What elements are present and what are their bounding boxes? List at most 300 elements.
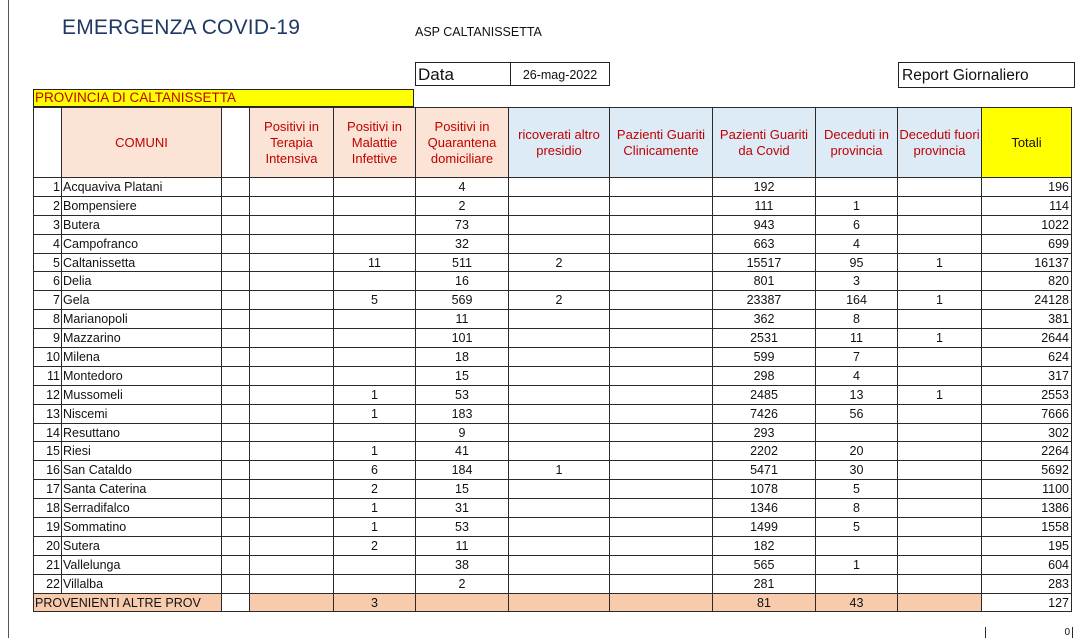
row-totale: 699 [982,234,1072,253]
row-deceduti: 3 [816,272,898,291]
row-fuori [898,499,982,518]
row-spacer [222,404,250,423]
row-clinicamente [610,253,713,272]
table-row [34,310,1072,329]
row-ricoverati [509,348,610,367]
row-terapia [250,480,334,499]
row-fuori [898,423,982,442]
row-comune: Mussomeli [62,385,222,404]
row-deceduti: 20 [816,442,898,461]
row-fuori [898,555,982,574]
row-terapia [250,366,334,385]
row-quarantena: 41 [416,442,509,461]
table-row [34,234,1072,253]
row-fuori [898,442,982,461]
row-index: 4 [34,234,62,253]
table-row [34,253,1072,272]
row-terapia [250,423,334,442]
row-guariti: 293 [713,423,816,442]
row-terapia [250,215,334,234]
row-guariti: 1499 [713,518,816,537]
row-fuori: 1 [898,291,982,310]
row-index: 17 [34,480,62,499]
row-malattie: 1 [334,442,416,461]
row-clinicamente [610,272,713,291]
row-malattie: 1 [334,385,416,404]
header-comuni: COMUNI [62,108,222,178]
row-spacer [222,423,250,442]
row-terapia [250,178,334,197]
row-comune: Riesi [62,442,222,461]
row-clinicamente [610,196,713,215]
province-banner: PROVINCIA DI CALTANISSETTA [33,89,414,107]
row-deceduti: 1 [816,196,898,215]
row-totale: 317 [982,366,1072,385]
row-clinicamente [610,215,713,234]
table-row [34,385,1072,404]
row-comune: Mazzarino [62,329,222,348]
row-terapia [250,310,334,329]
row-clinicamente [610,310,713,329]
row-deceduti: 1 [816,555,898,574]
header-row [34,108,1072,178]
row-totale: 1022 [982,215,1072,234]
row-ricoverati: 2 [509,291,610,310]
row-ricoverati [509,404,610,423]
row-comune: Vallelunga [62,555,222,574]
row-terapia [250,385,334,404]
row-comune: Niscemi [62,404,222,423]
row-quarantena: 31 [416,499,509,518]
footer-spacer [222,593,250,612]
table-body [34,108,1072,612]
row-fuori [898,536,982,555]
row-quarantena: 2 [416,574,509,593]
row-deceduti: 8 [816,499,898,518]
row-totale: 196 [982,178,1072,197]
row-malattie [334,574,416,593]
row-comune: Serradifalco [62,499,222,518]
row-fuori [898,461,982,480]
row-deceduti [816,423,898,442]
row-comune: Butera [62,215,222,234]
footer-ricoverati [509,593,610,612]
row-spacer [222,555,250,574]
row-deceduti: 164 [816,291,898,310]
row-guariti: 5471 [713,461,816,480]
row-clinicamente [610,555,713,574]
row-comune: Villalba [62,574,222,593]
row-index: 2 [34,196,62,215]
row-ricoverati [509,423,610,442]
table-row [34,480,1072,499]
row-fuori [898,404,982,423]
row-malattie: 6 [334,461,416,480]
table-row [34,461,1072,480]
row-totale: 195 [982,536,1072,555]
row-spacer [222,310,250,329]
row-deceduti: 11 [816,329,898,348]
row-totale: 2264 [982,442,1072,461]
row-index: 16 [34,461,62,480]
row-ricoverati [509,480,610,499]
row-fuori [898,272,982,291]
table-row [34,348,1072,367]
row-quarantena: 15 [416,366,509,385]
row-malattie: 1 [334,499,416,518]
row-guariti: 7426 [713,404,816,423]
table-row [34,574,1072,593]
row-spacer [222,536,250,555]
row-clinicamente [610,366,713,385]
row-clinicamente [610,574,713,593]
row-clinicamente [610,536,713,555]
row-guariti: 182 [713,536,816,555]
row-comune: Campofranco [62,234,222,253]
row-clinicamente [610,404,713,423]
tail-value: 0 [985,627,1073,638]
row-ricoverati [509,310,610,329]
row-deceduti: 5 [816,518,898,537]
row-fuori [898,234,982,253]
row-deceduti: 13 [816,385,898,404]
left-frame-line [8,0,9,638]
table-row [34,196,1072,215]
row-fuori [898,348,982,367]
row-index: 14 [34,423,62,442]
row-terapia [250,461,334,480]
row-guariti: 663 [713,234,816,253]
row-totale: 820 [982,272,1072,291]
row-spacer [222,348,250,367]
row-comune: Santa Caterina [62,480,222,499]
row-deceduti [816,536,898,555]
row-fuori [898,178,982,197]
row-quarantena: 15 [416,480,509,499]
asp-label: ASP CALTANISSETTA [415,25,542,39]
row-clinicamente [610,178,713,197]
row-index: 12 [34,385,62,404]
row-deceduti: 7 [816,348,898,367]
row-quarantena: 18 [416,348,509,367]
row-deceduti: 4 [816,366,898,385]
covid-table [33,107,1072,612]
row-ricoverati [509,366,610,385]
row-spacer [222,499,250,518]
row-index: 21 [34,555,62,574]
row-malattie: 2 [334,480,416,499]
row-malattie [334,196,416,215]
row-index: 1 [34,178,62,197]
footer-label: PROVENIENTI ALTRE PROV [34,593,222,612]
row-comune: Sutera [62,536,222,555]
row-quarantena: 511 [416,253,509,272]
row-fuori [898,480,982,499]
row-spacer [222,385,250,404]
row-deceduti: 30 [816,461,898,480]
row-index: 20 [34,536,62,555]
row-terapia [250,555,334,574]
row-spacer [222,215,250,234]
date-label: Data [415,62,510,86]
row-index: 6 [34,272,62,291]
row-index: 19 [34,518,62,537]
row-malattie [334,272,416,291]
row-index: 9 [34,329,62,348]
row-clinicamente [610,461,713,480]
row-deceduti: 8 [816,310,898,329]
row-totale: 624 [982,348,1072,367]
row-totale: 283 [982,574,1072,593]
row-index: 3 [34,215,62,234]
row-guariti: 192 [713,178,816,197]
row-malattie [334,366,416,385]
header-totali: Totali [982,108,1072,178]
row-totale: 16137 [982,253,1072,272]
table-row [34,404,1072,423]
row-malattie: 2 [334,536,416,555]
row-terapia [250,442,334,461]
row-fuori [898,366,982,385]
row-malattie [334,310,416,329]
row-spacer [222,366,250,385]
row-malattie: 11 [334,253,416,272]
row-guariti: 2202 [713,442,816,461]
row-fuori [898,574,982,593]
row-comune: Acquaviva Platani [62,178,222,197]
row-fuori [898,196,982,215]
row-index: 22 [34,574,62,593]
footer-guariti: 81 [713,593,816,612]
row-quarantena: 183 [416,404,509,423]
row-index: 7 [34,291,62,310]
row-ricoverati [509,518,610,537]
row-deceduti [816,574,898,593]
row-quarantena: 53 [416,518,509,537]
row-ricoverati [509,574,610,593]
table-row [34,291,1072,310]
row-totale: 5692 [982,461,1072,480]
row-spacer [222,234,250,253]
row-spacer [222,178,250,197]
row-ricoverati [509,178,610,197]
row-ricoverati [509,442,610,461]
header-spacer [222,108,250,178]
header-index-cell [34,108,62,178]
row-comune: Marianopoli [62,310,222,329]
row-spacer [222,329,250,348]
row-totale: 2644 [982,329,1072,348]
row-quarantena: 11 [416,310,509,329]
table-row [34,499,1072,518]
row-guariti: 1346 [713,499,816,518]
row-terapia [250,404,334,423]
row-terapia [250,329,334,348]
row-spacer [222,461,250,480]
footer-row [34,593,1072,612]
row-guariti: 15517 [713,253,816,272]
row-totale: 604 [982,555,1072,574]
row-clinicamente [610,348,713,367]
row-index: 18 [34,499,62,518]
table-row [34,423,1072,442]
row-spacer [222,442,250,461]
row-malattie [334,348,416,367]
row-quarantena: 11 [416,536,509,555]
row-clinicamente [610,234,713,253]
row-index: 10 [34,348,62,367]
row-malattie: 1 [334,518,416,537]
row-guariti: 2485 [713,385,816,404]
row-deceduti: 6 [816,215,898,234]
row-quarantena: 569 [416,291,509,310]
row-guariti: 281 [713,574,816,593]
row-ricoverati [509,272,610,291]
header-clinicamente: Pazienti Guariti Clinicamente [610,108,713,178]
table-row [34,555,1072,574]
row-deceduti: 4 [816,234,898,253]
report-label: Report Giornaliero [898,62,1075,88]
footer-terapia [250,593,334,612]
row-guariti: 23387 [713,291,816,310]
row-totale: 1558 [982,518,1072,537]
row-comune: Caltanissetta [62,253,222,272]
row-guariti: 599 [713,348,816,367]
table-row [34,329,1072,348]
row-comune: Milena [62,348,222,367]
header-malattie: Positivi in Malattie Infettive [334,108,416,178]
row-clinicamente [610,385,713,404]
row-deceduti [816,178,898,197]
row-quarantena: 2 [416,196,509,215]
footer-malattie: 3 [334,593,416,612]
table-row [34,272,1072,291]
row-clinicamente [610,518,713,537]
row-clinicamente [610,442,713,461]
row-malattie [334,234,416,253]
row-ricoverati [509,196,610,215]
row-comune: San Cataldo [62,461,222,480]
row-malattie: 1 [334,404,416,423]
row-quarantena: 4 [416,178,509,197]
header-ricoverati: ricoverati altro presidio [509,108,610,178]
row-comune: Delia [62,272,222,291]
row-totale: 7666 [982,404,1072,423]
row-malattie [334,329,416,348]
header-guariti: Pazienti Guariti da Covid [713,108,816,178]
row-comune: Montedoro [62,366,222,385]
row-totale: 2553 [982,385,1072,404]
row-spacer [222,272,250,291]
row-deceduti: 56 [816,404,898,423]
row-index: 5 [34,253,62,272]
row-guariti: 1078 [713,480,816,499]
footer-totale: 127 [982,593,1072,612]
footer-clinicamente [610,593,713,612]
row-guariti: 565 [713,555,816,574]
row-spacer [222,480,250,499]
header-quarantena: Positivi in Quarantena domiciliare [416,108,509,178]
row-ricoverati: 2 [509,253,610,272]
row-terapia [250,291,334,310]
table-row [34,442,1072,461]
row-fuori [898,310,982,329]
footer-quarantena [416,593,509,612]
row-fuori [898,215,982,234]
row-clinicamente [610,423,713,442]
row-quarantena: 73 [416,215,509,234]
row-spacer [222,574,250,593]
row-fuori: 1 [898,385,982,404]
row-comune: Resuttano [62,423,222,442]
page-title: EMERGENZA COVID-19 [62,16,301,39]
row-totale: 1386 [982,499,1072,518]
row-totale: 302 [982,423,1072,442]
header-terapia: Positivi in Terapia Intensiva [250,108,334,178]
row-ricoverati [509,329,610,348]
row-terapia [250,234,334,253]
row-index: 8 [34,310,62,329]
row-index: 13 [34,404,62,423]
table-row [34,366,1072,385]
row-quarantena: 9 [416,423,509,442]
row-ricoverati [509,499,610,518]
row-totale: 1100 [982,480,1072,499]
row-guariti: 801 [713,272,816,291]
row-ricoverati: 1 [509,461,610,480]
row-clinicamente [610,329,713,348]
footer-fuori [898,593,982,612]
row-spacer [222,196,250,215]
row-terapia [250,536,334,555]
row-quarantena: 32 [416,234,509,253]
row-quarantena: 53 [416,385,509,404]
row-clinicamente [610,499,713,518]
row-malattie [334,215,416,234]
row-quarantena: 38 [416,555,509,574]
row-ricoverati [509,215,610,234]
row-guariti: 2531 [713,329,816,348]
date-value: 26-mag-2022 [510,62,610,86]
footer-deceduti: 43 [816,593,898,612]
row-quarantena: 184 [416,461,509,480]
header-deceduti: Deceduti in provincia [816,108,898,178]
row-terapia [250,272,334,291]
row-malattie [334,423,416,442]
row-ricoverati [509,536,610,555]
row-terapia [250,348,334,367]
row-clinicamente [610,291,713,310]
row-index: 15 [34,442,62,461]
row-deceduti: 95 [816,253,898,272]
row-spacer [222,291,250,310]
row-totale: 24128 [982,291,1072,310]
row-quarantena: 16 [416,272,509,291]
row-spacer [222,518,250,537]
row-ricoverati [509,555,610,574]
row-terapia [250,196,334,215]
row-terapia [250,518,334,537]
row-terapia [250,499,334,518]
row-index: 11 [34,366,62,385]
row-malattie [334,555,416,574]
row-guariti: 298 [713,366,816,385]
row-guariti: 362 [713,310,816,329]
row-malattie: 5 [334,291,416,310]
row-totale: 114 [982,196,1072,215]
row-comune: Sommatino [62,518,222,537]
row-malattie [334,178,416,197]
